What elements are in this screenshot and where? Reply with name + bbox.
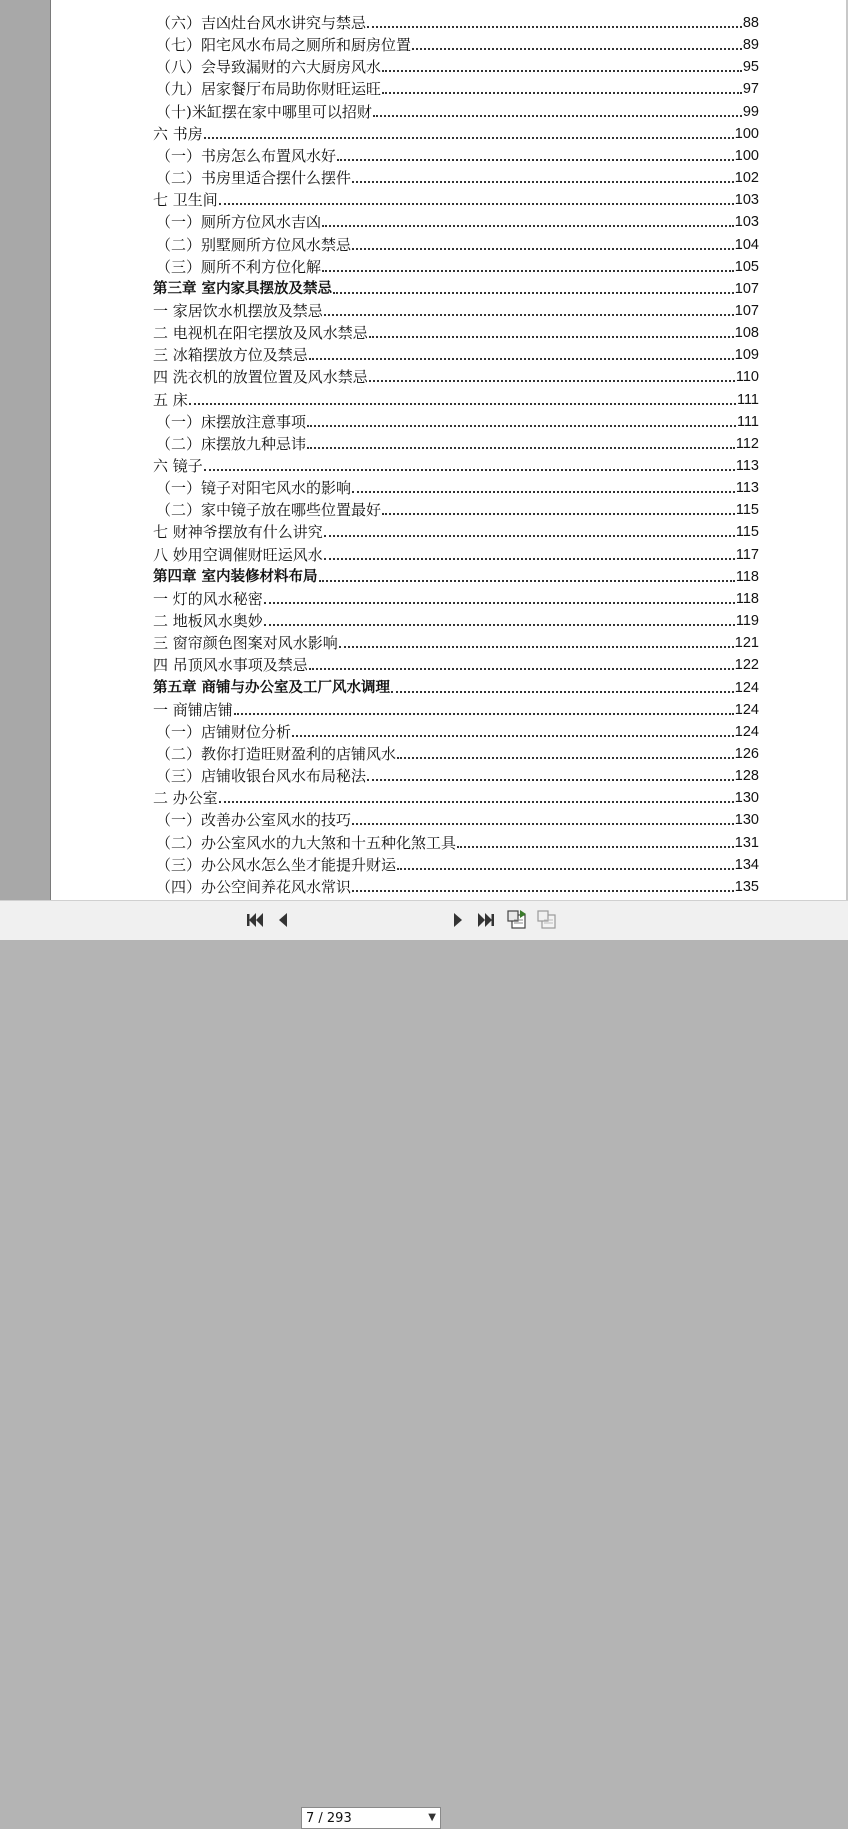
toc-entry-page-number: 117: [735, 546, 759, 563]
toc-entry-page-number: 118: [735, 590, 759, 607]
toc-entry-title: （六）吉凶灶台风水讲究与禁忌: [156, 14, 367, 32]
toc-entry[interactable]: [156, 431, 759, 453]
toc-leader-dots: [352, 889, 734, 892]
first-page-icon: [245, 911, 265, 929]
toc-entry-title: （二）办公室风水的九大煞和十五种化煞工具: [156, 833, 457, 852]
toc-entry-title: 第三章 室内家具摆放及禁忌: [153, 280, 333, 297]
toc-entry-title: （十)米缸摆在家中哪里可以招财: [156, 102, 372, 121]
toc-entry-title: 第五章 商铺与办公室及工厂风水调理: [153, 679, 391, 696]
toc-entry[interactable]: [156, 852, 759, 874]
toc-entry-page-number: 115: [735, 502, 759, 519]
toc-entry-page-number: 135: [734, 878, 759, 895]
navigation-toolbar: [0, 900, 848, 1826]
toc-entry[interactable]: [153, 298, 759, 320]
toc-entry[interactable]: [153, 675, 759, 697]
toc-entry-title: （二）别墅厕所方位风水禁忌: [156, 235, 352, 254]
first-page-button[interactable]: [244, 909, 266, 931]
toc-entry-page-number: 119: [735, 613, 759, 630]
toc-entry-page-number: 107: [734, 280, 759, 297]
toc-entry[interactable]: [156, 409, 759, 431]
toc-leader-dots: [382, 91, 742, 94]
toc-entry[interactable]: [156, 32, 759, 54]
toc-entry[interactable]: [156, 830, 759, 852]
toc-leader-dots: [219, 800, 734, 803]
toc-entry-page-number: 108: [734, 325, 759, 342]
toc-entry-page-number: 102: [734, 170, 759, 187]
toc-entry[interactable]: [153, 187, 759, 209]
toc-entry-page-number: 111: [736, 413, 759, 430]
toc-entry-title: （二）书房里适合摆什么摆件: [156, 169, 352, 188]
toc-entry[interactable]: [156, 10, 759, 32]
toc-entry-page-number: 124: [734, 723, 759, 740]
toc-entry-title: 四 洗衣机的放置位置及风水禁忌: [153, 368, 368, 387]
toc-entry[interactable]: [156, 719, 759, 741]
toc-leader-dots: [352, 822, 734, 825]
toc-entry-title: （四）办公空间养花风水常识: [156, 877, 352, 896]
toc-entry-page-number: 107: [734, 302, 759, 319]
toc-entry-page-number: 95: [742, 59, 759, 76]
toc-leader-dots: [264, 601, 735, 604]
previous-page-icon: [276, 911, 290, 929]
toc-entry-title: 四 吊顶风水事项及禁忌: [153, 656, 308, 675]
last-page-button[interactable]: [475, 909, 497, 931]
toc-entry-page-number: 113: [735, 458, 759, 474]
toc-entry[interactable]: [153, 453, 759, 475]
toc-entry[interactable]: [156, 763, 759, 785]
toc-entry-title: 七 财神爷摆放有什么讲究: [153, 523, 323, 542]
toc-entry-page-number: 118: [735, 568, 759, 585]
next-page-icon: [451, 911, 465, 929]
toc-leader-dots: [189, 402, 736, 405]
extract-page-icon: [536, 909, 558, 931]
toc-entry-title: （一）床摆放注意事项: [156, 412, 307, 431]
toc-leader-dots: [382, 512, 735, 515]
toc-leader-dots: [309, 357, 734, 360]
toc-entry-page-number: 99: [742, 103, 759, 120]
toc-entry-page-number: 131: [734, 834, 759, 851]
toc-entry[interactable]: [153, 630, 759, 652]
toc-entry-page-number: 124: [734, 679, 759, 696]
toc-entry-title: （一）改善办公室风水的技巧: [156, 811, 352, 830]
toc-leader-dots: [264, 623, 735, 626]
toc-leader-dots: [324, 313, 734, 316]
toc-entry[interactable]: [153, 519, 759, 541]
toc-entry-page-number: 89: [742, 37, 759, 54]
last-page-icon: [476, 911, 496, 929]
toc-entry[interactable]: [153, 564, 759, 586]
toc-entry-page-number: 128: [734, 768, 759, 785]
toc-entry-title: 三 冰箱摆放方位及禁忌: [153, 346, 308, 365]
toc-entry-page-number: 104: [734, 236, 759, 253]
toc-entry[interactable]: [156, 254, 759, 276]
toc-leader-dots: [339, 645, 734, 648]
toc-entry-title: 二 地板风水奥妙: [153, 612, 263, 631]
toc-entry-title: （三）办公风水怎么坐才能提升财运: [156, 855, 397, 874]
toc-leader-dots: [457, 845, 734, 848]
left-gutter: [0, 0, 50, 900]
toc-entry-title: （一）店铺财位分析: [156, 722, 292, 741]
page-number-input[interactable]: [301, 1807, 441, 1829]
toc-leader-dots: [204, 468, 735, 471]
toc-leader-dots: [322, 269, 734, 272]
toc-entry[interactable]: [156, 209, 759, 231]
page-indicator: 7 / 293: [306, 1810, 352, 1826]
toc-entry-title: 第四章 室内装修材料布局: [153, 568, 318, 585]
toc-entry-title: （二）教你打造旺财盈利的店铺风水: [156, 744, 397, 763]
toc-entry-page-number: 109: [734, 347, 759, 364]
toc-leader-dots: [204, 136, 734, 139]
toc-entry[interactable]: [153, 608, 759, 630]
toc-entry-page-number: 130: [734, 812, 759, 829]
toc-entry-title: （二）家中镜子放在哪些位置最好: [156, 501, 382, 520]
toc-entry[interactable]: [153, 320, 759, 342]
toc-leader-dots: [319, 579, 735, 582]
toc-leader-dots: [337, 158, 734, 161]
toc-leader-dots: [234, 712, 734, 715]
toc-entry[interactable]: [156, 232, 759, 254]
toc-leader-dots: [367, 25, 742, 28]
toc-leader-dots: [292, 734, 734, 737]
toc-leader-dots: [397, 867, 734, 870]
toc-entry[interactable]: [153, 387, 759, 409]
toc-entry[interactable]: [153, 121, 759, 143]
toc-leader-dots: [373, 114, 742, 117]
toc-entry-page-number: 113: [735, 480, 759, 497]
toc-entry-page-number: 130: [734, 790, 759, 807]
toc-entry-title: （八）会导致漏财的六大厨房风水: [156, 58, 382, 77]
toc-entry-title: 二 电视机在阳宅摆放及风水禁忌: [153, 324, 368, 343]
toc-leader-dots: [324, 557, 735, 560]
toc-leader-dots: [412, 47, 742, 50]
toc-entry-title: 三 窗帘颜色图案对风水影响: [153, 634, 338, 653]
toc-entry-title: （三）店铺收银台风水布局秘法: [156, 767, 367, 786]
toc-entry[interactable]: [156, 475, 759, 497]
next-page-button[interactable]: [447, 909, 469, 931]
toc-entry-title: 七 卫生间: [153, 191, 218, 210]
toc-entry-title: 二 办公室: [153, 789, 218, 808]
toc-entry-page-number: 124: [734, 701, 759, 718]
insert-page-icon: [506, 909, 528, 931]
toc-entry-page-number: 110: [735, 369, 759, 386]
toc-entry-title: （七）阳宅风水布局之厕所和厨房位置: [156, 36, 412, 55]
toc-entry-title: （九）居家餐厅布局助你财旺运旺: [156, 80, 382, 99]
toc-entry-page-number: 111: [736, 391, 759, 408]
toc-entry[interactable]: [156, 99, 759, 121]
toc-entry-title: 六 书房: [153, 124, 203, 143]
toc-entry-page-number: 100: [734, 125, 759, 142]
toc-entry[interactable]: [156, 165, 759, 187]
toc-entry-title: 一 商铺店铺: [153, 700, 233, 719]
toc-entry-page-number: 88: [742, 15, 759, 31]
toc-entry[interactable]: [153, 542, 759, 564]
toc-leader-dots: [369, 379, 735, 382]
toc-entry[interactable]: [153, 276, 759, 298]
toc-entry-title: 一 灯的风水秘密: [153, 589, 263, 608]
toc-entry[interactable]: [153, 342, 759, 364]
toc-leader-dots: [367, 778, 734, 781]
toc-leader-dots: [322, 224, 734, 227]
toc-entry[interactable]: [156, 807, 759, 829]
toc-entry-page-number: 122: [734, 657, 759, 674]
toc-entry[interactable]: [153, 785, 759, 807]
toc-entry[interactable]: [156, 76, 759, 98]
toc-leader-dots: [219, 202, 734, 205]
toc-entry-page-number: 121: [734, 635, 759, 652]
previous-page-button[interactable]: [272, 909, 294, 931]
dropdown-arrow-icon[interactable]: ▼: [428, 1812, 436, 1823]
toc-entry[interactable]: [153, 652, 759, 674]
toc-leader-dots: [352, 247, 734, 250]
toc-leader-dots: [324, 534, 735, 537]
toc-entry-page-number: 134: [734, 856, 759, 873]
toc-entry[interactable]: [156, 143, 759, 165]
toc-leader-dots: [369, 335, 734, 338]
toc-entry[interactable]: [156, 54, 759, 76]
toc-entry-page-number: 115: [735, 524, 759, 541]
toc-entry-page-number: 126: [734, 745, 759, 762]
toc-entry-page-number: 97: [742, 81, 759, 98]
toc-leader-dots: [307, 424, 736, 427]
toc-leader-dots: [307, 446, 735, 449]
toc-entry-title: 五 床: [153, 390, 188, 409]
toc-entry-page-number: 105: [734, 258, 759, 275]
toc-entry-title: 一 家居饮水机摆放及禁忌: [153, 301, 323, 320]
toc-entry-title: 八 妙用空调催财旺运风水: [153, 545, 323, 564]
toc-entry[interactable]: [153, 364, 759, 386]
toc-entry-title: （一）书房怎么布置风水好: [156, 146, 337, 165]
toc-entry[interactable]: [156, 741, 759, 763]
toc-entry-page-number: 112: [735, 435, 759, 452]
toc-entry-title: （三）厕所不利方位化解: [156, 257, 322, 276]
toc-leader-dots: [352, 490, 735, 493]
extract-page-button[interactable]: [536, 909, 558, 931]
toc-leader-dots: [391, 690, 734, 693]
insert-page-button[interactable]: [506, 909, 528, 931]
toc-leader-dots: [382, 69, 742, 72]
toc-entry-title: 六 镜子: [153, 457, 203, 475]
toc-entry-page-number: 103: [734, 214, 759, 231]
toc-leader-dots: [309, 667, 734, 670]
toc-entry-title: （二）床摆放九种忌讳: [156, 434, 307, 453]
toc-entry-title: （一）厕所方位风水吉凶: [156, 213, 322, 232]
toc-leader-dots: [352, 180, 734, 183]
toc-entry-page-number: 103: [734, 192, 759, 209]
toc-entry-page-number: 100: [734, 147, 759, 164]
toc-entry[interactable]: [153, 586, 759, 608]
toc-leader-dots: [333, 291, 734, 294]
toc-entry-title: （一）镜子对阳宅风水的影响: [156, 479, 352, 498]
toc-entry[interactable]: [156, 874, 759, 896]
toc-entry[interactable]: [153, 697, 759, 719]
toc-entry[interactable]: [156, 497, 759, 519]
toc-leader-dots: [397, 756, 734, 759]
